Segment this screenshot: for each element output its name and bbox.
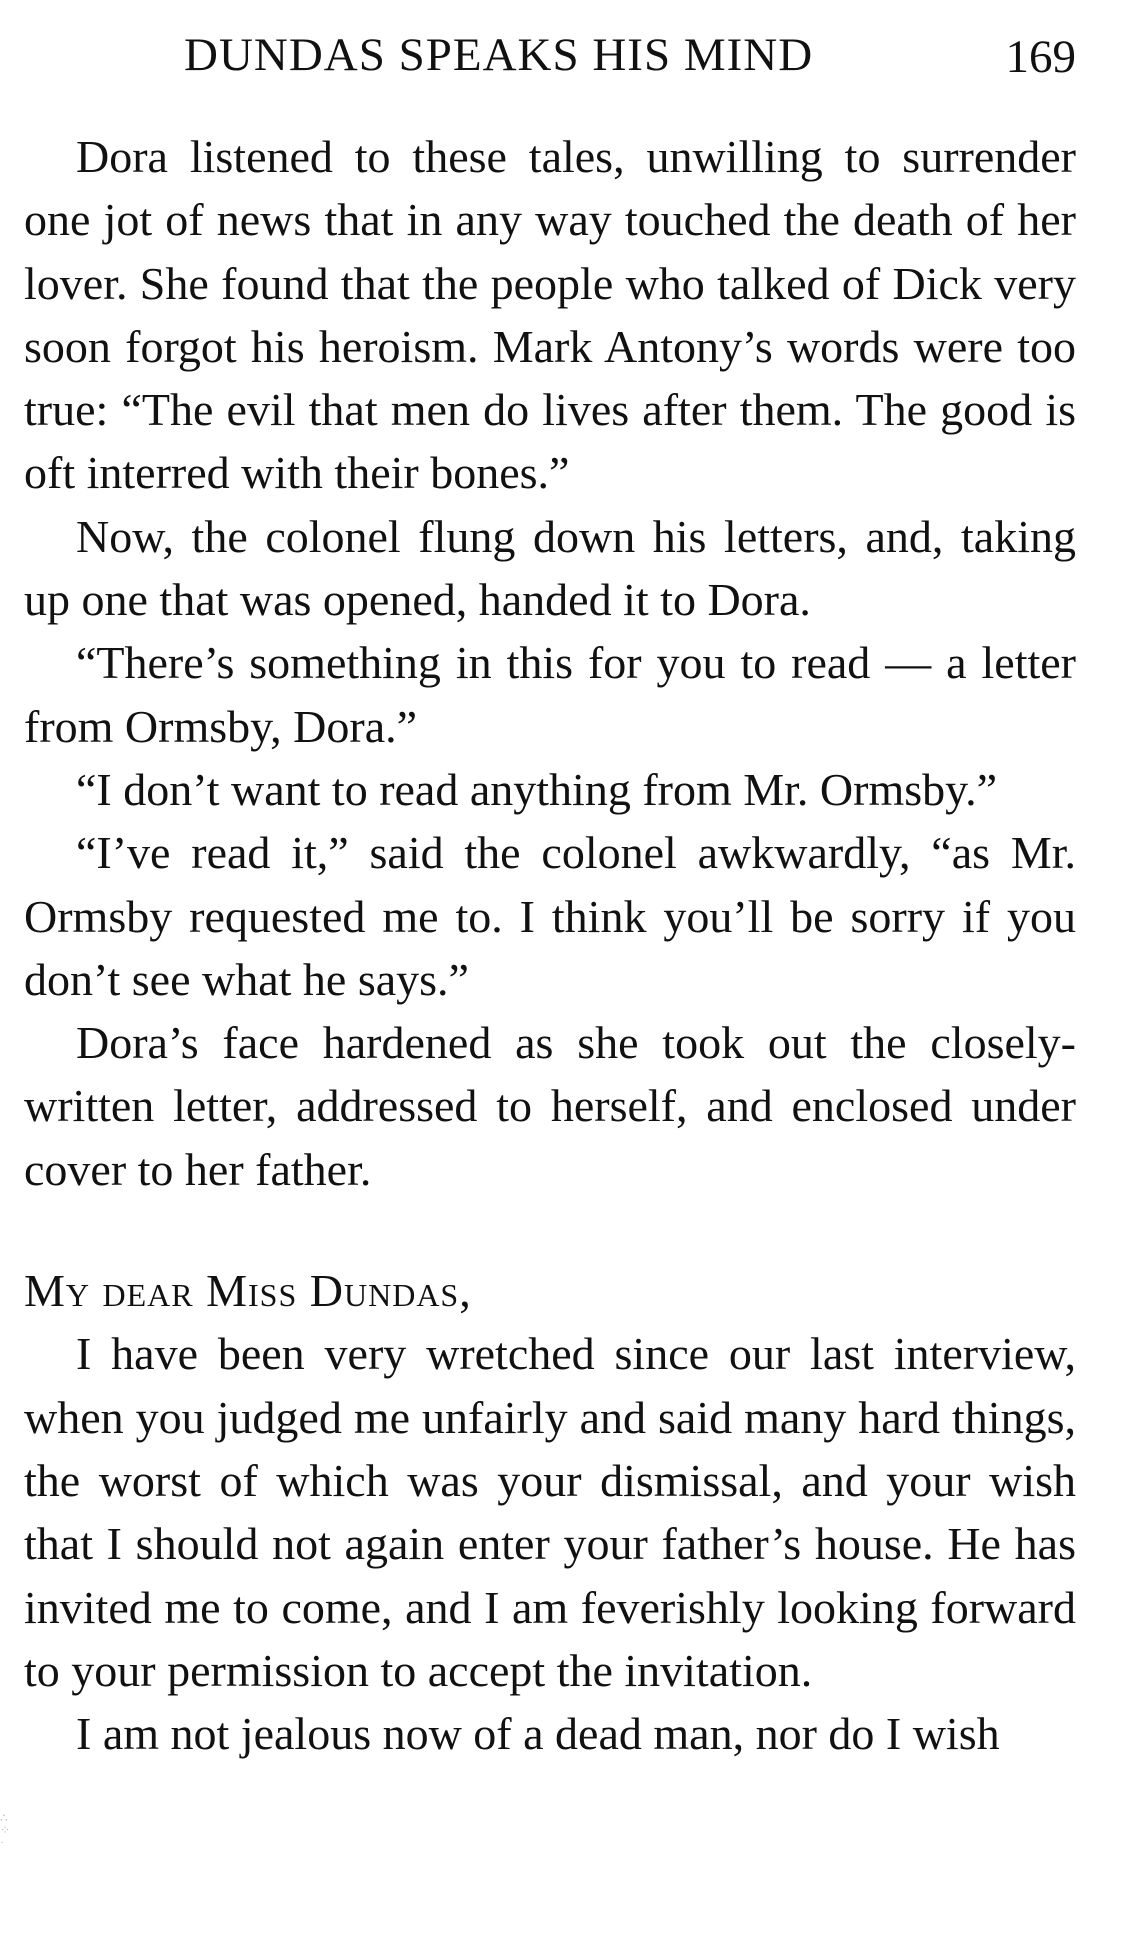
page-number: 169 (1005, 31, 1076, 83)
paragraph-colonel-flung-letters: Now, the colonel flung down his letters, and, taking up one that was opened, handed it to Dora. (24, 510, 1076, 626)
paragraph-face-hardened: Dora’s face hardened as she took out the closely-written letter, addressed to herself, and enclosed under cover to her father. (24, 1017, 1076, 1195)
body-text (24, 125, 1076, 1765)
letter-salutation-text: My dear Miss Dundas, (24, 1265, 472, 1317)
ormsby-letter (24, 1259, 1076, 1765)
chapter-title: DUNDAS SPEAKS HIS MIND (184, 29, 814, 81)
letter-salutation (24, 1259, 1076, 1322)
paragraph-ive-read-it: “I’ve read it,” said the colonel awkwardly, “as Mr. Ormsby requested me to. I think you’ll be sorry if you don’t see what he says.” (24, 827, 1076, 1005)
paragraph-dont-want-to-read: “I don’t want to read anything from Mr. Ormsby.” (76, 763, 998, 815)
paragraph-dora-listened: Dora listened to these tales, unwilling to surrender one jot of news that in any way touched the death of her lover. She found that the people who talked of Dick very soon forgot his heroism. Mark Antony’s words were too true: “The evil that men do lives after them. The good is oft interred with their bones.” (24, 131, 1076, 499)
letter-paragraph-wretched: I have been very wretched since our last interview, when you judged me unfairly and said many hard things, the worst of which was your dismissal, and your wish that I should not again enter your father’s house. He has invited me to come, and I am feverishly looking forward to your permission to accept the invitation. (24, 1328, 1076, 1696)
running-head (24, 28, 1076, 88)
paragraph-something-to-read: “There’s something in this for you to read — a letter from Ormsby, Dora.” (24, 637, 1076, 752)
scan-speck: ∴ ⁘ · (0, 1811, 11, 1849)
letter-paragraph-not-jealous: I am not jealous now of a dead man, nor do I wish (76, 1708, 1000, 1760)
